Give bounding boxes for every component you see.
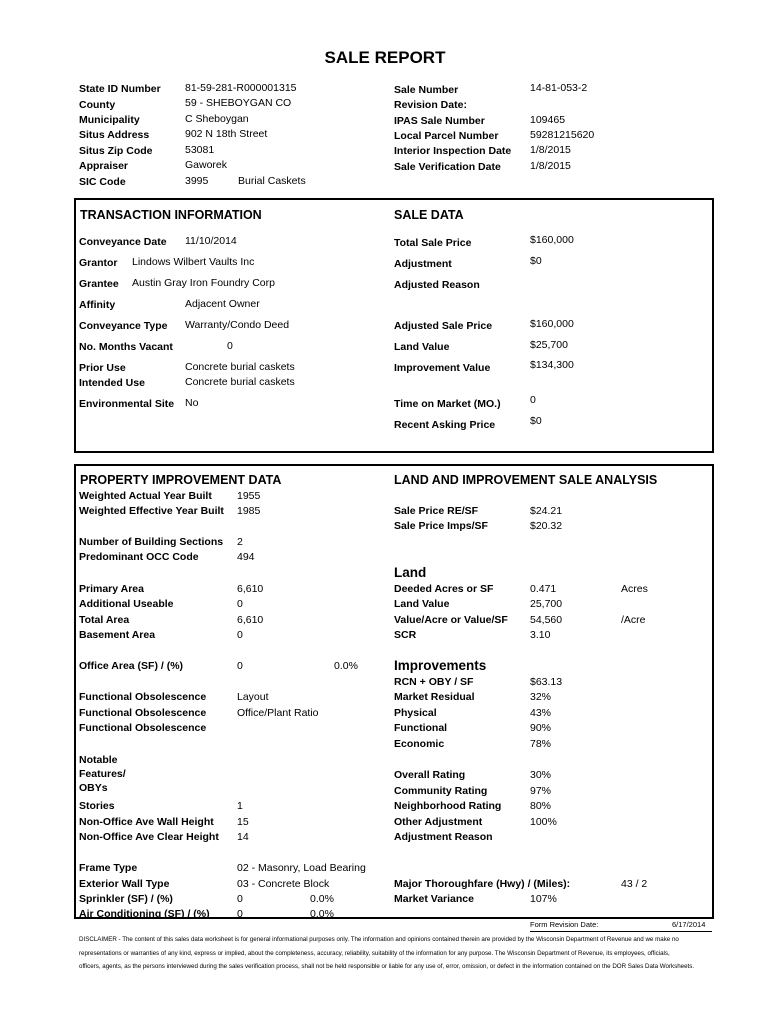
interior-inspection-label: Interior Inspection Date [394,145,512,157]
total-area-label: Total Area [79,614,130,626]
actual-year-value: 1955 [237,490,261,502]
situs-address-label: Situs Address [79,129,150,141]
grantor-label: Grantor [79,257,118,269]
analysis-heading: LAND AND IMPROVEMENT SALE ANALYSIS [394,473,658,487]
building-sections-value: 2 [237,536,243,548]
economic-label: Economic [394,738,445,750]
thoroughfare-value: 43 / 2 [621,878,648,890]
functional-obsolescence-2-label: Functional Obsolescence [79,707,207,719]
occ-code-value: 494 [237,551,255,563]
recent-asking-price-value: $0 [530,415,542,427]
basement-area-label: Basement Area [79,629,156,641]
physical-value: 43% [530,707,552,719]
clear-height-label: Non-Office Ave Clear Height [79,831,219,843]
air-conditioning-label: Air Conditioning (SF) / (%) [79,908,210,920]
land-subheading: Land [394,565,427,580]
municipality-label: Municipality [79,114,140,126]
functional-label: Functional [394,722,448,734]
analysis-land-value-value: 25,700 [530,598,563,610]
sic-description: Burial Caskets [238,175,306,187]
overall-rating-value: 30% [530,769,552,781]
community-rating-label: Community Rating [394,785,488,797]
disclaimer-line-3: officers, agents, as the persons interviewed during the sales verification process, shall not be held responsible or liable for any use of, error, omission, or defect in the information contained on the DOR Sales Data Worksheets. [79,963,695,970]
parcel-label: Local Parcel Number [394,130,499,142]
functional-obsolescence-3-label: Functional Obsolescence [79,722,207,734]
additional-useable-label: Additional Useable [79,598,174,610]
state-id-value: 81-59-281-R000001315 [185,82,297,94]
air-conditioning-sf: 0 [237,908,243,920]
sprinkler-pct: 0.0% [310,893,334,905]
affinity-label: Affinity [79,299,116,311]
form-revision-value: 6/17/2014 [672,920,706,929]
sprinkler-sf: 0 [237,893,243,905]
county-value: 59 - SHEBOYGAN CO [185,97,292,109]
parcel-value: 59281215620 [530,129,595,141]
property-heading: PROPERTY IMPROVEMENT DATA [80,473,282,487]
months-vacant-value: 0 [227,340,233,352]
conveyance-type-label: Conveyance Type [79,320,168,332]
other-adjustment-value: 100% [530,816,557,828]
improvement-value-label: Improvement Value [394,362,491,374]
improvement-value-value: $134,300 [530,359,574,371]
adjustment-label: Adjustment [394,258,452,270]
notable-label-1: Notable [79,754,118,766]
sale-price-re-sf-label: Sale Price RE/SF [394,505,479,517]
adjusted-sale-price-label: Adjusted Sale Price [394,320,493,332]
exterior-wall-value: 03 - Concrete Block [237,878,330,890]
form-revision-rule [530,931,712,932]
adjustment-value: $0 [530,255,542,267]
time-on-market-value: 0 [530,394,536,406]
sic-code-label: SIC Code [79,176,126,188]
sale-data-heading: SALE DATA [394,208,464,222]
ipas-value: 109465 [530,114,566,126]
grantor-value: Lindows Wilbert Vaults Inc [132,256,255,268]
sale-verification-label: Sale Verification Date [394,161,501,173]
office-area-sf: 0 [237,660,243,672]
months-vacant-label: No. Months Vacant [79,341,173,353]
adjusted-reason-label: Adjusted Reason [394,279,480,291]
scr-label: SCR [394,629,417,641]
neighborhood-rating-value: 80% [530,800,552,812]
disclaimer-line-2: representations or warranties of any kind, express or implied, about the completeness, accuracy, reliability, suitability of the information for any purpose. The Wisconsin Department of Revenue, its employees, officials, [79,950,670,957]
effective-year-value: 1985 [237,505,261,517]
scr-value: 3.10 [530,629,551,641]
sale-price-re-sf-value: $24.21 [530,505,563,517]
adjustment-reason-label: Adjustment Reason [394,831,493,843]
sale-price-imps-sf-value: $20.32 [530,520,563,532]
grantee-label: Grantee [79,278,119,290]
sale-price-imps-sf-label: Sale Price Imps/SF [394,520,488,532]
grantee-value: Austin Gray Iron Foundry Corp [132,277,275,289]
sale-verification-value: 1/8/2015 [530,160,571,172]
sale-number-value: 14-81-053-2 [530,82,588,94]
stories-value: 1 [237,800,243,812]
clear-height-value: 14 [237,831,249,843]
other-adjustment-label: Other Adjustment [394,816,483,828]
improvements-subheading: Improvements [394,658,487,673]
exterior-wall-label: Exterior Wall Type [79,878,170,890]
value-per-acre-unit: /Acre [621,614,646,626]
recent-asking-price-label: Recent Asking Price [394,419,496,431]
land-value-label: Land Value [394,341,450,353]
primary-area-label: Primary Area [79,583,144,595]
actual-year-label: Weighted Actual Year Built [79,490,212,502]
functional-obsolescence-1-label: Functional Obsolescence [79,691,207,703]
wall-height-value: 15 [237,816,249,828]
land-value-value: $25,700 [530,339,568,351]
sprinkler-label: Sprinkler (SF) / (%) [79,893,173,905]
neighborhood-rating-label: Neighborhood Rating [394,800,502,812]
conveyance-date-label: Conveyance Date [79,236,167,248]
total-area-value: 6,610 [237,614,264,626]
deeded-acres-label: Deeded Acres or SF [394,583,494,595]
rcn-label: RCN + OBY / SF [394,676,474,688]
transaction-heading: TRANSACTION INFORMATION [80,208,262,222]
economic-value: 78% [530,738,552,750]
affinity-value: Adjacent Owner [185,298,260,310]
ipas-label: IPAS Sale Number [394,115,485,127]
occ-code-label: Predominant OCC Code [79,551,199,563]
market-residual-label: Market Residual [394,691,475,703]
office-area-pct: 0.0% [334,660,358,672]
situs-address-value: 902 N 18th Street [185,128,268,140]
analysis-land-value-label: Land Value [394,598,450,610]
physical-label: Physical [394,707,437,719]
form-revision-label: Form Revision Date: [530,920,599,929]
additional-useable-value: 0 [237,598,243,610]
sale-number-label: Sale Number [394,84,459,96]
notable-label-2: Features/ [79,768,126,780]
functional-obsolescence-1-value: Layout [237,691,269,703]
situs-zip-value: 53081 [185,144,215,156]
building-sections-label: Number of Building Sections [79,536,224,548]
market-residual-value: 32% [530,691,552,703]
wall-height-label: Non-Office Ave Wall Height [79,816,214,828]
frame-type-value: 02 - Masonry, Load Bearing [237,862,366,874]
frame-type-label: Frame Type [79,862,138,874]
intended-use-value: Concrete burial caskets [185,376,295,388]
appraiser-label: Appraiser [79,160,129,172]
conveyance-type-value: Warranty/Condo Deed [185,319,290,331]
value-per-acre-value: 54,560 [530,614,563,626]
market-variance-label: Market Variance [394,893,474,905]
prior-use-value: Concrete burial caskets [185,361,295,373]
primary-area-value: 6,610 [237,583,264,595]
air-conditioning-pct: 0.0% [310,908,334,920]
disclaimer-line-1: DISCLAIMER - The content of this sales data worksheet is for general informational purposes only. The information and opinions contained therein are provided by the Wisconsin Department of Revenue and we make no [79,936,679,943]
effective-year-label: Weighted Effective Year Built [79,505,224,517]
office-area-label: Office Area (SF) / (%) [79,660,184,672]
basement-area-value: 0 [237,629,243,641]
prior-use-label: Prior Use [79,362,126,374]
intended-use-label: Intended Use [79,377,145,389]
situs-zip-label: Situs Zip Code [79,145,153,157]
appraiser-value: Gaworek [185,159,228,171]
total-sale-price-label: Total Sale Price [394,237,472,249]
total-sale-price-value: $160,000 [530,234,574,246]
functional-obsolescence-2-value: Office/Plant Ratio [237,707,319,719]
adjusted-sale-price-value: $160,000 [530,318,574,330]
sic-code-value: 3995 [185,175,209,187]
revision-date-label: Revision Date: [394,99,467,111]
stories-label: Stories [79,800,115,812]
thoroughfare-label: Major Thoroughfare (Hwy) / (Miles): [394,878,571,890]
county-label: County [79,99,116,111]
deeded-acres-value: 0.471 [530,583,557,595]
functional-value: 90% [530,722,552,734]
municipality-value: C Sheboygan [185,113,249,125]
environmental-site-label: Environmental Site [79,398,175,410]
conveyance-date-value: 11/10/2014 [185,235,237,247]
community-rating-value: 97% [530,785,552,797]
time-on-market-label: Time on Market (MO.) [394,398,501,410]
environmental-site-value: No [185,397,199,409]
value-per-acre-label: Value/Acre or Value/SF [394,614,508,626]
notable-label-3: OBYs [79,782,108,794]
rcn-value: $63.13 [530,676,563,688]
interior-inspection-value: 1/8/2015 [530,144,571,156]
overall-rating-label: Overall Rating [394,769,466,781]
page-title: SALE REPORT [324,48,446,67]
state-id-label: State ID Number [79,83,161,95]
market-variance-value: 107% [530,893,557,905]
deeded-acres-unit: Acres [621,583,648,595]
